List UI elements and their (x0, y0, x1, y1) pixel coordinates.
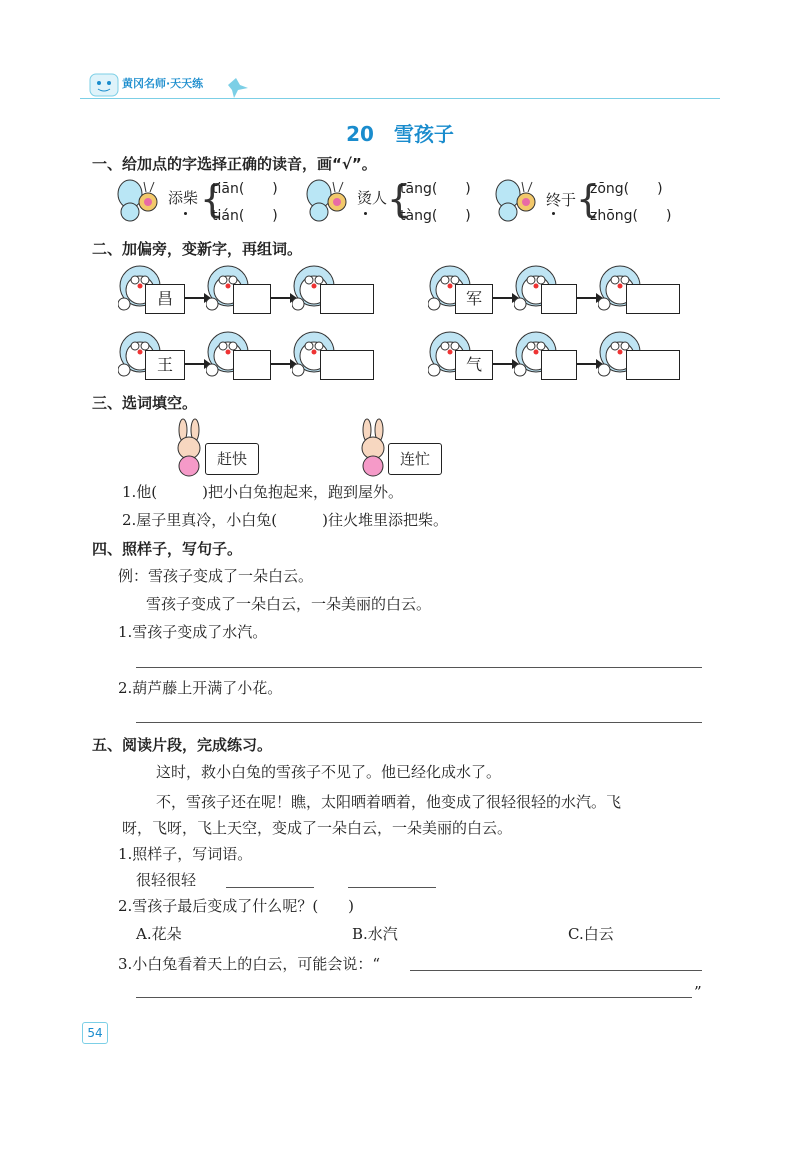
answer-box[interactable] (541, 350, 577, 380)
option-b[interactable]: B.水汽 (352, 925, 398, 943)
word-zhongyu: 终于 (546, 191, 577, 209)
closing-quote: ” (694, 983, 702, 1001)
pinyin-option[interactable]: tiān( ) (212, 181, 278, 197)
section3-heading: 三、选词填空。 (92, 394, 198, 412)
s5-question-1: 1.照样子，写词语。 (118, 845, 253, 863)
s4-question-1: 1.雪孩子变成了水汽。 (118, 623, 268, 641)
passage-p1: 这时，救小白兔的雪孩子不见了。他已经化成水了。 (156, 763, 502, 781)
start-char-box: 昌 (145, 284, 185, 314)
answer-line[interactable] (136, 722, 702, 723)
lesson-title: 20 雪孩子 (346, 122, 454, 146)
start-char-box: 气 (455, 350, 493, 380)
answer-line[interactable] (348, 887, 436, 888)
header-brand: 黄冈名师·天天练 (122, 77, 204, 90)
answer-box[interactable] (541, 284, 577, 314)
butterfly-icon (116, 178, 166, 228)
section5-heading: 五、阅读片段，完成练习。 (92, 736, 273, 754)
section2-heading: 二、加偏旁，变新字，再组词。 (92, 240, 303, 258)
brace: { (387, 177, 412, 221)
pinyin-option[interactable]: tàng( ) (400, 208, 471, 224)
word-choice-box: 赶快 (205, 443, 259, 475)
pinyin-option[interactable]: tián( ) (212, 208, 278, 224)
page-number: 54 (82, 1022, 108, 1044)
rabbit-icon (170, 418, 210, 482)
answer-box[interactable] (233, 350, 271, 380)
s4-example: 例：雪孩子变成了一朵白云。 (118, 567, 314, 585)
answer-line[interactable] (410, 970, 702, 971)
arrow (577, 297, 597, 299)
arrow (577, 363, 597, 365)
s5-example-word: 很轻很轻 (136, 871, 197, 889)
butterfly-icon (305, 178, 355, 228)
answer-box[interactable] (233, 284, 271, 314)
butterfly-icon (494, 178, 544, 228)
start-char-box: 军 (455, 284, 493, 314)
answer-line[interactable] (226, 887, 314, 888)
emphasis-dot (364, 212, 367, 215)
s4-question-2: 2.葫芦藤上开满了小花。 (118, 679, 283, 697)
arrow (493, 363, 513, 365)
s3-question-2: 2.屋子里真冷，小白兔( )往火堆里添把柴。 (122, 511, 449, 529)
answer-box[interactable] (320, 350, 374, 380)
answer-box[interactable] (320, 284, 374, 314)
pinyin-option[interactable]: tāng( ) (400, 181, 471, 197)
answer-line[interactable] (136, 667, 702, 668)
arrow (185, 363, 205, 365)
start-char-box: 王 (145, 350, 185, 380)
section4-heading: 四、照样子，写句子。 (92, 540, 243, 558)
pinyin-option[interactable]: zhōng( ) (590, 208, 672, 224)
word-choice-box: 连忙 (388, 443, 442, 475)
answer-box[interactable] (626, 284, 680, 314)
s5-question-2: 2.雪孩子最后变成了什么呢？( ) (118, 897, 355, 915)
arrow (493, 297, 513, 299)
answer-box[interactable] (626, 350, 680, 380)
option-a[interactable]: A.花朵 (136, 925, 182, 943)
pinyin-option[interactable]: zōng( ) (590, 181, 663, 197)
s5-question-3: 3.小白兔看着天上的白云，可能会说：“ (118, 955, 380, 973)
word-tianchai: 添柴 (168, 189, 199, 207)
brace: { (200, 177, 225, 221)
passage-p2b: 呀，飞呀，飞上天空，变成了一朵白云，一朵美丽的白云。 (122, 819, 513, 837)
option-c[interactable]: C.白云 (568, 925, 614, 943)
s3-question-1: 1.他( )把小白兔抱起来，跑到屋外。 (122, 483, 404, 501)
word-tangren: 烫人 (357, 189, 388, 207)
arrow (185, 297, 205, 299)
answer-line[interactable] (136, 997, 692, 998)
header-divider (80, 98, 720, 99)
arrow (271, 363, 291, 365)
arrow (271, 297, 291, 299)
passage-p2a: 不，雪孩子还在呢！瞧，太阳晒着晒着，他变成了很轻很轻的水汽。飞 (156, 793, 622, 811)
emphasis-dot (552, 212, 555, 215)
s4-example-answer: 雪孩子变成了一朵白云，一朵美丽的白云。 (146, 595, 432, 613)
brace: { (576, 177, 601, 221)
section1-heading: 一、给加点的字选择正确的读音，画“√”。 (92, 155, 377, 173)
emphasis-dot (184, 212, 187, 215)
